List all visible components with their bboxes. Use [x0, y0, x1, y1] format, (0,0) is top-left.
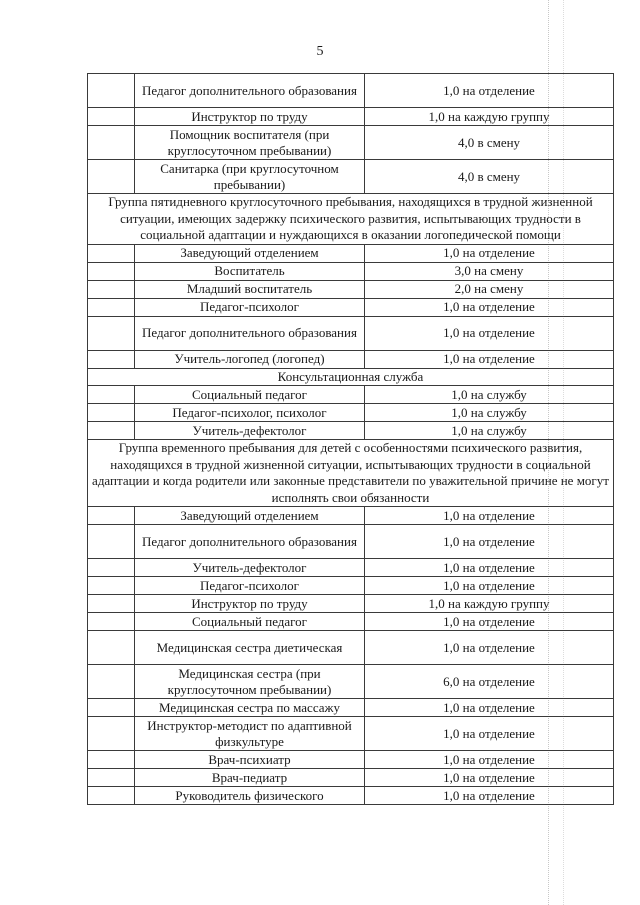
- blank-cell: [88, 108, 135, 126]
- position-cell: Педагог дополнительного образования: [135, 316, 365, 350]
- table-row: [88, 699, 614, 717]
- norm-cell: 1,0 на отделение: [365, 769, 614, 787]
- table-row: [88, 350, 614, 368]
- position-cell: Воспитатель: [135, 262, 365, 280]
- blank-cell: [88, 404, 135, 422]
- table-row: [88, 787, 614, 805]
- blank-cell: [88, 665, 135, 699]
- table-row: [88, 769, 614, 787]
- norm-cell: 1,0 на отделение: [365, 316, 614, 350]
- table-row: [88, 631, 614, 665]
- norm-cell: 2,0 на смену: [365, 280, 614, 298]
- blank-cell: [88, 631, 135, 665]
- norm-cell: 1,0 на отделение: [365, 74, 614, 108]
- norm-cell: 1,0 на отделение: [365, 298, 614, 316]
- blank-cell: [88, 126, 135, 160]
- norm-cell: 1,0 на отделение: [365, 631, 614, 665]
- blank-cell: [88, 595, 135, 613]
- table-row: [88, 525, 614, 559]
- table-row: [88, 665, 614, 699]
- blank-cell: [88, 386, 135, 404]
- blank-cell: [88, 350, 135, 368]
- table-row: [88, 386, 614, 404]
- norm-cell: 6,0 на отделение: [365, 665, 614, 699]
- section-title: Группа пятидневного круглосуточного пребывания, находящихся в трудной жизненной ситуации, имеющих задержку психического развития, испытывающих трудности в социальной адаптации и нуждающихся в оказании логопедической помощи: [88, 194, 614, 245]
- position-cell: Врач-психиатр: [135, 751, 365, 769]
- section-header-row: [88, 194, 614, 245]
- norm-cell: 1,0 на каждую группу: [365, 108, 614, 126]
- table-row: [88, 316, 614, 350]
- position-cell: Медицинская сестра диетическая: [135, 631, 365, 665]
- norm-cell: 1,0 на службу: [365, 386, 614, 404]
- norm-cell: 4,0 в смену: [365, 126, 614, 160]
- position-cell: Учитель-дефектолог: [135, 559, 365, 577]
- table-row: [88, 262, 614, 280]
- position-cell: Педагог-психолог, психолог: [135, 404, 365, 422]
- position-cell: Педагог-психолог: [135, 577, 365, 595]
- blank-cell: [88, 244, 135, 262]
- table-row: [88, 613, 614, 631]
- position-cell: Педагог-психолог: [135, 298, 365, 316]
- norm-cell: 1,0 на каждую группу: [365, 595, 614, 613]
- norm-cell: 3,0 на смену: [365, 262, 614, 280]
- blank-cell: [88, 751, 135, 769]
- norm-cell: 1,0 на службу: [365, 422, 614, 440]
- position-cell: Социальный педагог: [135, 613, 365, 631]
- blank-cell: [88, 613, 135, 631]
- staffing-table: [87, 73, 614, 805]
- table-row: [88, 507, 614, 525]
- section-title: Группа временного пребывания для детей с особенностями психического развития, находящихся в трудной жизненной ситуации, испытывающих трудности в социальной адаптации и когда родители или законные представители по уважительной причине не могут исполнять свои обязанности: [88, 440, 614, 507]
- position-cell: Учитель-дефектолог: [135, 422, 365, 440]
- staffing-table-body: [88, 74, 614, 805]
- table-row: [88, 108, 614, 126]
- blank-cell: [88, 507, 135, 525]
- position-cell: Медицинская сестра (при круглосуточном пребывании): [135, 665, 365, 699]
- position-cell: Педагог дополнительного образования: [135, 74, 365, 108]
- norm-cell: 4,0 в смену: [365, 160, 614, 194]
- norm-cell: 1,0 на отделение: [365, 350, 614, 368]
- norm-cell: 1,0 на отделение: [365, 613, 614, 631]
- position-cell: Заведующий отделением: [135, 244, 365, 262]
- page-number: 5: [316, 44, 324, 59]
- norm-cell: 1,0 на отделение: [365, 699, 614, 717]
- position-cell: Медицинская сестра по массажу: [135, 699, 365, 717]
- table-row: [88, 559, 614, 577]
- norm-cell: 1,0 на службу: [365, 404, 614, 422]
- table-row: [88, 160, 614, 194]
- position-cell: Врач-педиатр: [135, 769, 365, 787]
- blank-cell: [88, 717, 135, 751]
- position-cell: Помощник воспитателя (при круглосуточном пребывании): [135, 126, 365, 160]
- table-row: [88, 126, 614, 160]
- blank-cell: [88, 699, 135, 717]
- norm-cell: 1,0 на отделение: [365, 507, 614, 525]
- table-row: [88, 751, 614, 769]
- position-cell: Учитель-логопед (логопед): [135, 350, 365, 368]
- blank-cell: [88, 525, 135, 559]
- position-cell: Инструктор по труду: [135, 108, 365, 126]
- blank-cell: [88, 577, 135, 595]
- blank-cell: [88, 787, 135, 805]
- blank-cell: [88, 316, 135, 350]
- blank-cell: [88, 769, 135, 787]
- norm-cell: 1,0 на отделение: [365, 787, 614, 805]
- blank-cell: [88, 559, 135, 577]
- position-cell: Социальный педагог: [135, 386, 365, 404]
- table-row: [88, 244, 614, 262]
- position-cell: Руководитель физического: [135, 787, 365, 805]
- table-row: [88, 280, 614, 298]
- norm-cell: 1,0 на отделение: [365, 244, 614, 262]
- position-cell: Инструктор-методист по адаптивной физкультуре: [135, 717, 365, 751]
- table-row: [88, 74, 614, 108]
- blank-cell: [88, 280, 135, 298]
- table-row: [88, 577, 614, 595]
- blank-cell: [88, 422, 135, 440]
- norm-cell: 1,0 на отделение: [365, 751, 614, 769]
- section-header-row: [88, 440, 614, 507]
- position-cell: Санитарка (при круглосуточном пребывании): [135, 160, 365, 194]
- blank-cell: [88, 74, 135, 108]
- blank-cell: [88, 262, 135, 280]
- section-title: Консультационная служба: [88, 368, 614, 386]
- table-row: [88, 717, 614, 751]
- table-row: [88, 422, 614, 440]
- position-cell: Педагог дополнительного образования: [135, 525, 365, 559]
- table-row: [88, 298, 614, 316]
- norm-cell: 1,0 на отделение: [365, 559, 614, 577]
- blank-cell: [88, 298, 135, 316]
- norm-cell: 1,0 на отделение: [365, 525, 614, 559]
- norm-cell: 1,0 на отделение: [365, 577, 614, 595]
- table-row: [88, 595, 614, 613]
- norm-cell: 1,0 на отделение: [365, 717, 614, 751]
- table-row: [88, 404, 614, 422]
- position-cell: Инструктор по труду: [135, 595, 365, 613]
- section-header-row: [88, 368, 614, 386]
- position-cell: Младший воспитатель: [135, 280, 365, 298]
- position-cell: Заведующий отделением: [135, 507, 365, 525]
- blank-cell: [88, 160, 135, 194]
